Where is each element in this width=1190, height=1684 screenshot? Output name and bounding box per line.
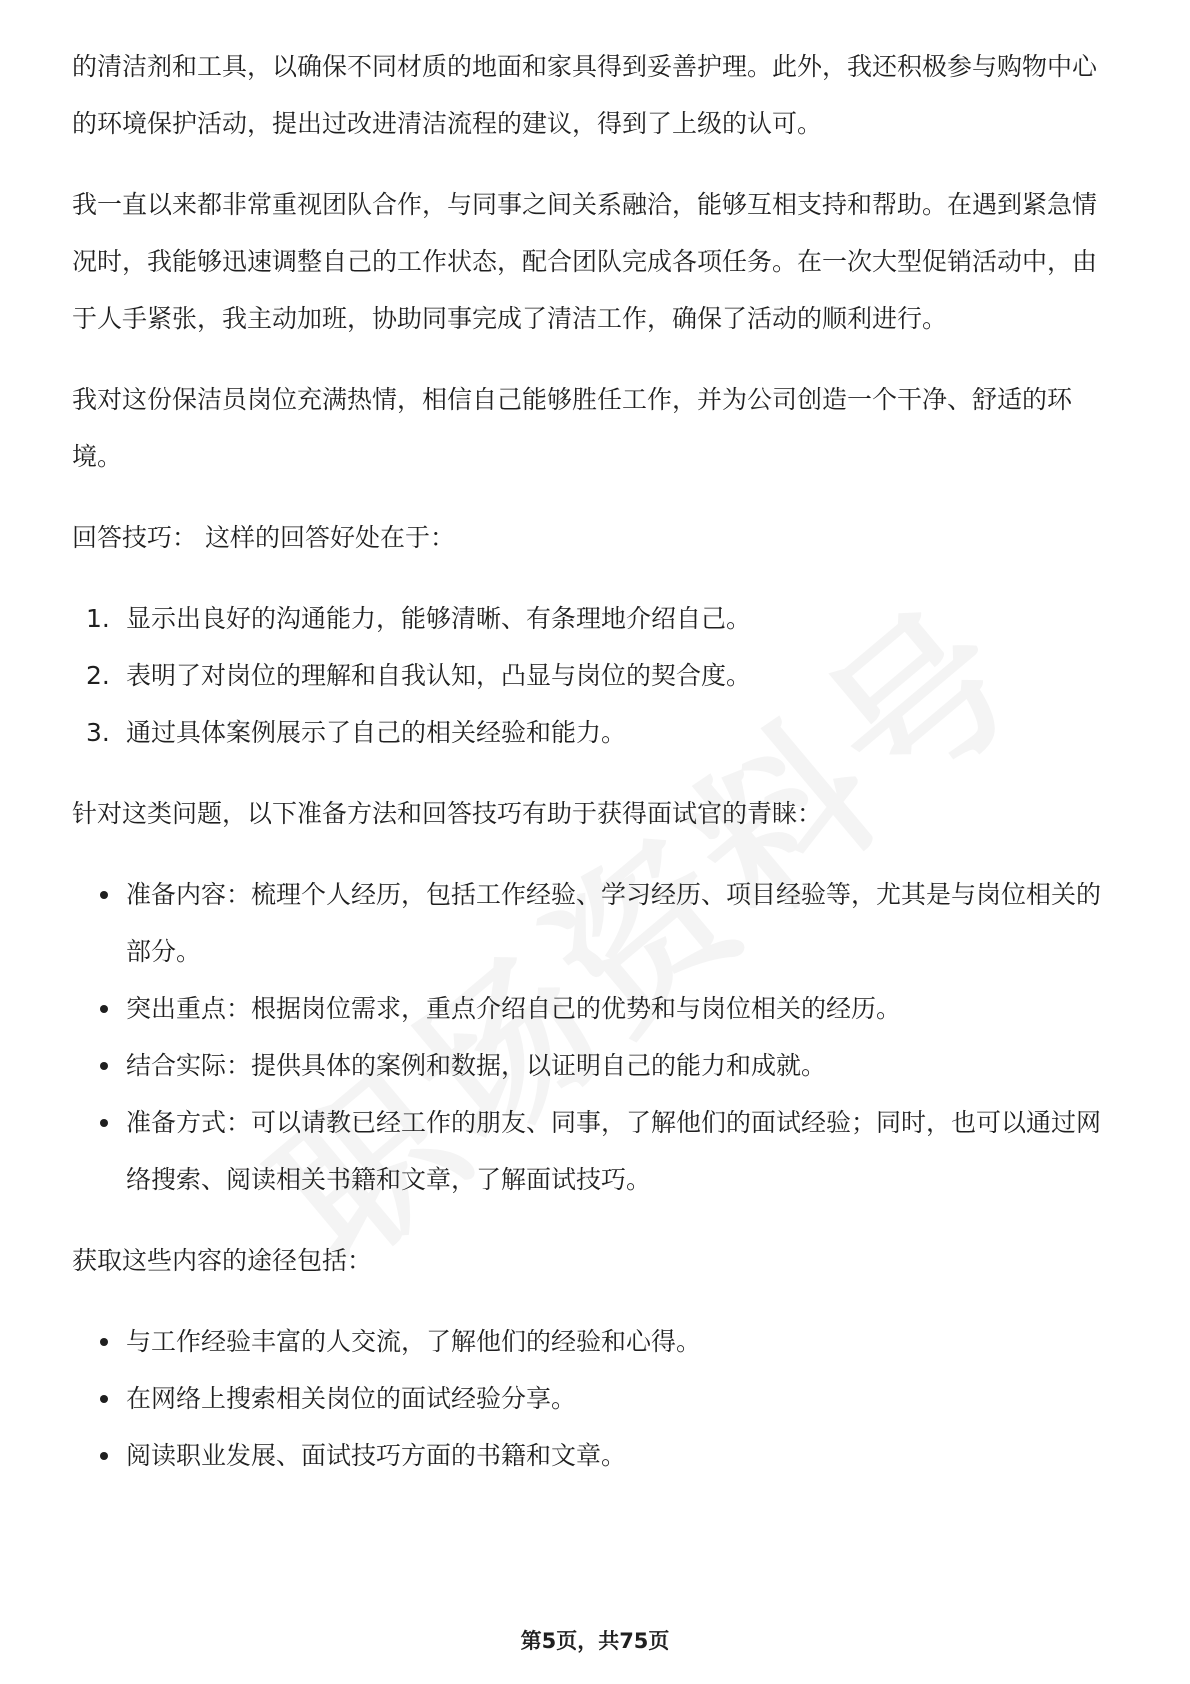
paragraph-cleaning-tools: 的清洁剂和工具，以确保不同材质的地面和家具得到妥善护理。此外，我还积极参与购物中心的环境保护活动，提出过改进清洁流程的建议，得到了上级的认可。	[72, 52, 1098, 138]
list-item-text: 突出重点：根据岗位需求，重点介绍自己的优势和与岗位相关的经历。	[126, 994, 902, 1023]
paragraph-answer-tips-heading: 回答技巧： 这样的回答好处在于：	[72, 523, 455, 552]
list-item-text: 显示出良好的沟通能力，能够清晰、有条理地介绍自己。	[126, 604, 752, 633]
bullet-icon	[100, 1338, 108, 1346]
list-item-text: 阅读职业发展、面试技巧方面的书籍和文章。	[126, 1441, 627, 1470]
list-item-text: 结合实际：提供具体的案例和数据，以证明自己的能力和成就。	[126, 1051, 827, 1080]
sources-list	[72, 1313, 1118, 1484]
paragraph-teamwork: 我一直以来都非常重视团队合作，与同事之间关系融洽，能够互相支持和帮助。在遇到紧急情况时，我能够迅速调整自己的工作状态，配合团队完成各项任务。在一次大型促销活动中，由于人手紧张，我主动加班，协助同事完成了清洁工作，确保了活动的顺利进行。	[72, 190, 1098, 333]
document-body	[72, 38, 1118, 1508]
list-item	[72, 647, 1118, 704]
answer-benefits-list	[72, 590, 1118, 761]
list-item	[72, 704, 1118, 761]
bullet-icon	[100, 1119, 108, 1127]
list-item	[72, 590, 1118, 647]
paragraph-enthusiasm: 我对这份保洁员岗位充满热情，相信自己能够胜任工作，并为公司创造一个干净、舒适的环境。	[72, 385, 1073, 471]
list-item	[72, 1037, 1118, 1094]
list-item-text: 准备方式：可以请教已经工作的朋友、同事，了解他们的面试经验；同时，也可以通过网络搜索、阅读相关书籍和文章，了解面试技巧。	[126, 1108, 1102, 1194]
bullet-icon	[100, 1452, 108, 1460]
list-item-text: 与工作经验丰富的人交流，了解他们的经验和心得。	[126, 1327, 702, 1356]
page-number-footer: 第5页，共75页	[520, 1629, 670, 1653]
list-item	[72, 1370, 1118, 1427]
preparation-list	[72, 866, 1118, 1208]
list-number: 3.	[86, 718, 110, 747]
bullet-icon	[100, 1395, 108, 1403]
bullet-icon	[100, 891, 108, 899]
list-item	[72, 1427, 1118, 1484]
bullet-icon	[100, 1062, 108, 1070]
list-item	[72, 866, 1118, 980]
list-item	[72, 1313, 1118, 1370]
list-item-text: 通过具体案例展示了自己的相关经验和能力。	[126, 718, 627, 747]
paragraph-preparation-heading: 针对这类问题，以下准备方法和回答技巧有助于获得面试官的青睐：	[72, 799, 823, 828]
list-item-text: 准备内容：梳理个人经历，包括工作经验、学习经历、项目经验等，尤其是与岗位相关的部分。	[126, 880, 1102, 966]
list-item	[72, 980, 1118, 1037]
list-item-text: 表明了对岗位的理解和自我认知，凸显与岗位的契合度。	[126, 661, 752, 690]
list-item	[72, 1094, 1118, 1208]
list-number: 1.	[86, 604, 110, 633]
paragraph-sources-heading: 获取这些内容的途径包括：	[72, 1246, 373, 1275]
list-number: 2.	[86, 661, 110, 690]
bullet-icon	[100, 1005, 108, 1013]
list-item-text: 在网络上搜索相关岗位的面试经验分享。	[126, 1384, 577, 1413]
